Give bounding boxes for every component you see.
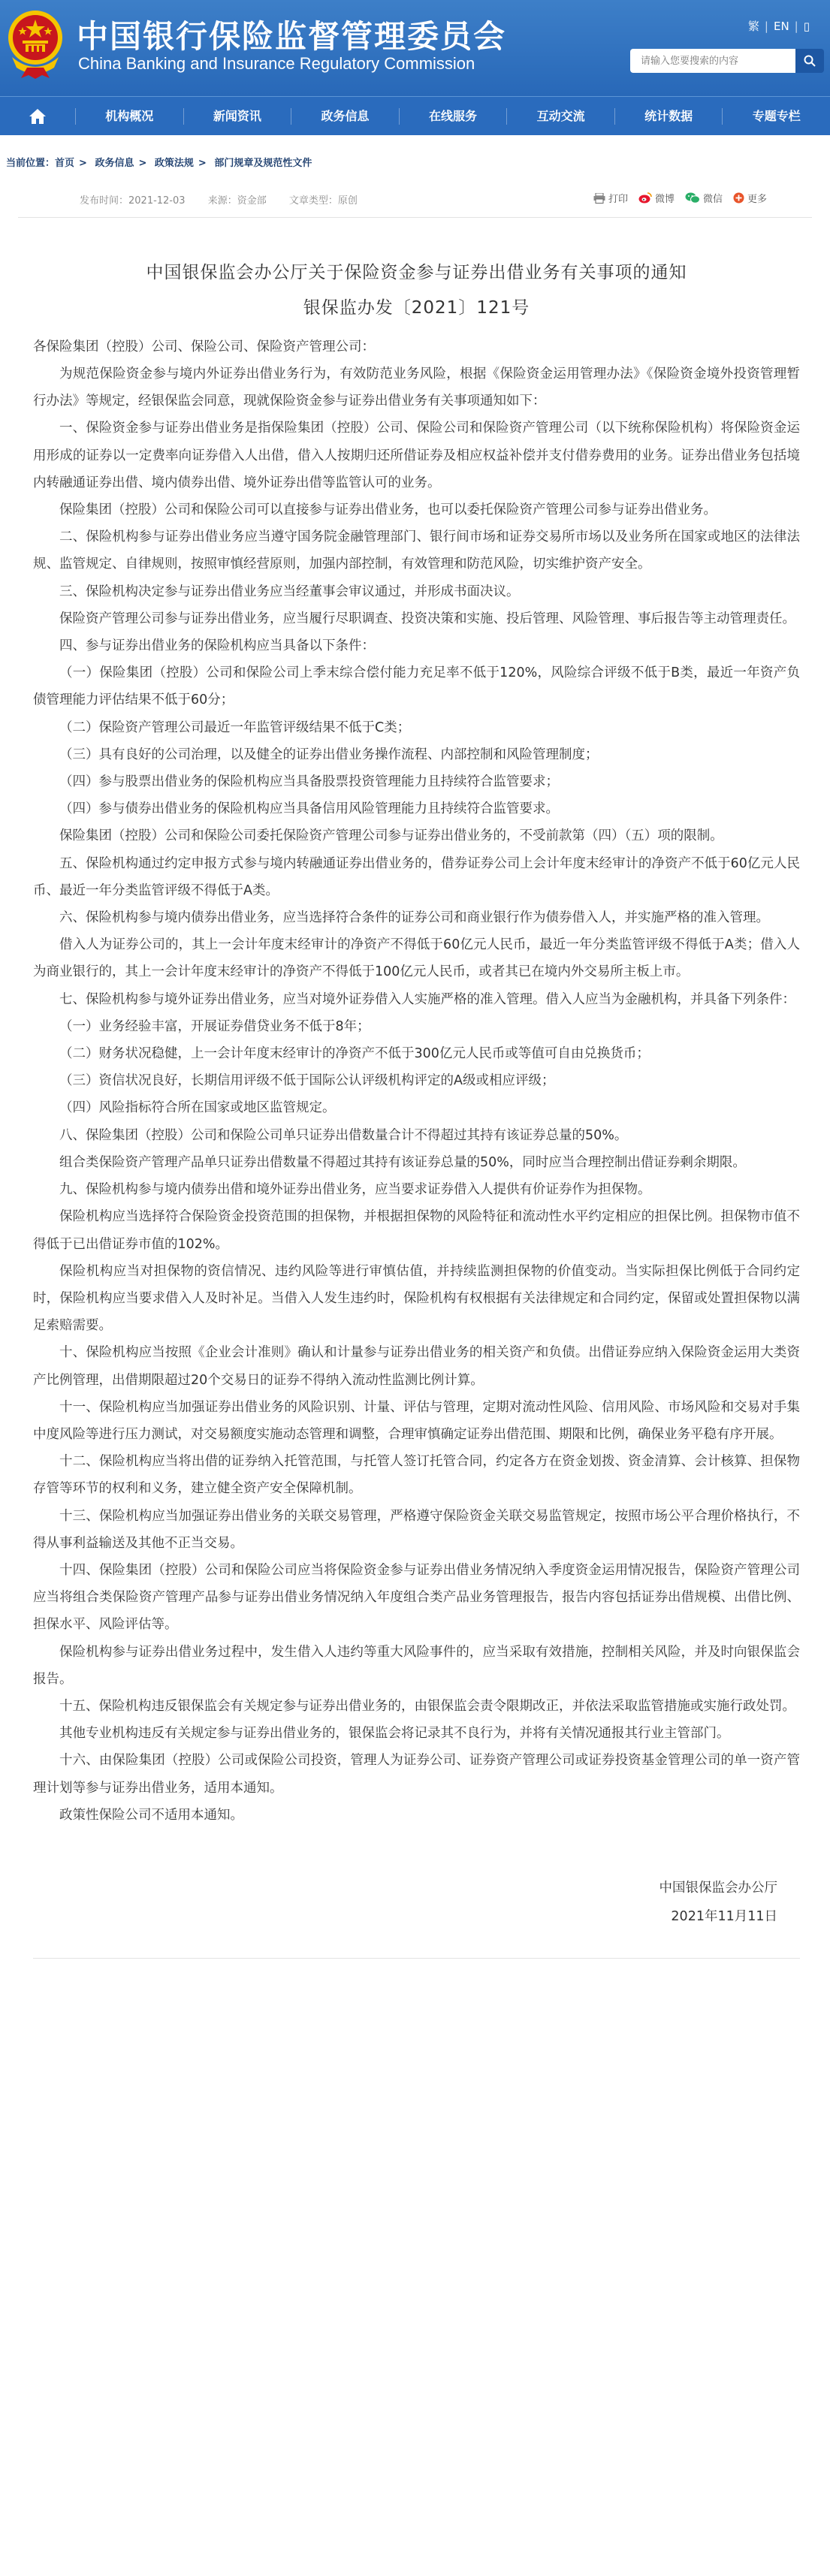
breadcrumb-item[interactable]: 政策法规 [154, 158, 194, 169]
document-paragraph: 六、保险机构参与境内债券出借业务，应当选择符合条件的证券公司和商业银行作为债券借入人，并实施严格的准入管理。 [59, 910, 769, 926]
article-type: 文章类型：原创 [288, 195, 358, 207]
document-paragraph: 九、保险机构参与境内债券出借和境外证券出借业务，应当要求证券借入人提供有价证券作为担保物。 [59, 1182, 651, 1198]
lang-english-link[interactable]: EN [773, 20, 789, 33]
document-paragraph: （二）财务状况稳健，上一会计年度末经审计的净资产不低于300亿元人民币或等值可自由兑换货币； [59, 1046, 650, 1062]
nav-item-government-info[interactable]: 政务信息 [291, 108, 399, 125]
nav-item-statistics[interactable]: 统计数据 [614, 108, 723, 125]
more-label: 更多 [747, 194, 767, 205]
weibo-share-button[interactable] [638, 191, 675, 205]
weibo-label: 微博 [654, 194, 675, 205]
document-paragraph: 十四、保险集团（控股）公司和保险公司应当将保险资金参与证券出借业务情况纳入季度资金运用情况报告，保险资产管理公司应当将组合类保险资产管理产品参与证券出借业务情况纳入年度组合类产品业务管理报告，报告内容包括证券出借规模、出借比例、担保水平、风险评估等。 [33, 1562, 800, 1633]
breadcrumb-separator: > [198, 158, 207, 169]
lang-traditional-link[interactable]: 繁 [747, 20, 759, 33]
wechat-label: 微信 [702, 194, 723, 205]
article-meta-info [80, 192, 377, 207]
nav-item-news[interactable]: 新闻资讯 [183, 108, 291, 125]
breadcrumb-item[interactable]: 部门规章及规范性文件 [214, 158, 312, 169]
weibo-icon [638, 192, 652, 204]
lang-divider: | [764, 20, 768, 33]
mobile-icon[interactable]: ▯ [803, 20, 810, 33]
document-paragraph: （四）参与股票出借业务的保险机构应当具备股票投资管理能力且持续符合监管要求； [59, 774, 559, 790]
national-emblem-icon[interactable] [5, 5, 66, 80]
document-paragraph: 十、保险机构应当按照《企业会计准则》确认和计量参与证券出借业务的相关资产和负债。出借证券应纳入保险资金运用大类资产比例管理，出借期限超过20个交易日的证券不得纳入流动性监测比例计算。 [33, 1345, 800, 1388]
article-meta [18, 182, 812, 218]
search-button[interactable] [795, 49, 824, 73]
article-source: 来源：资金部 [207, 195, 267, 207]
nav-item-online-services[interactable]: 在线服务 [399, 108, 507, 125]
breadcrumb-item[interactable]: 政务信息 [95, 158, 134, 169]
document-salutation: 各保险集团（控股）公司、保险公司、保险资产管理公司： [33, 339, 375, 354]
document-paragraph: 十一、保险机构应当加强证券出借业务的风险识别、计量、评估与管理，定期对流动性风险、信用风险、市场风险和交易对手集中度风险等进行压力测试，对交易额度实施动态管理和调整，合理审慎确定证券出借范围、期限和比例，确保业务平稳有序开展。 [33, 1399, 800, 1442]
site-title-cn[interactable]: 中国银行保险监督管理委员会 [77, 18, 507, 55]
document-paragraph: 保险集团（控股）公司和保险公司委托保险资产管理公司参与证券出借业务的，不受前款第（四）（五）项的限制。 [59, 828, 723, 844]
nav-item-interaction[interactable]: 互动交流 [506, 108, 614, 125]
wechat-icon [685, 192, 700, 204]
more-share-icon [733, 192, 744, 204]
document-paragraph: 保险机构参与证券出借业务过程中，发生借入人违约等重大风险事件的，应当采取有效措施，控制相关风险，并及时向银保监会报告。 [33, 1644, 800, 1687]
document-paragraph: 为规范保险资金参与境内外证券出借业务行为，有效防范业务风险，根据《保险资金运用管理办法》《保险资金境外投资管理暂行办法》等规定，经银保监会同意，现就保险资金参与证券出借业务有关事项通知如下： [33, 366, 800, 409]
document-paragraph: （三）具有良好的公司治理，以及健全的证券出借业务操作流程、内部控制和风险管理制度； [59, 747, 599, 762]
printer-icon [593, 193, 605, 204]
document-paragraph: 保险机构应当对担保物的资信情况、违约风险等进行审慎估值，并持续监测担保物的价值变动。当实际担保比例低于合同约定时，保险机构应当要求借入人及时补足。当借入人发生违约时，保险机构有权根据有关法律规定和合同约定，保留或处置担保物以满足索赔需要。 [33, 1263, 800, 1334]
article-container [0, 258, 830, 1959]
document-body [33, 360, 800, 1829]
lang-divider: | [794, 20, 798, 33]
breadcrumb-item: 当前位置：首页 [6, 158, 75, 169]
document-paragraph: 保险机构应当选择符合保险资金投资范围的担保物，并根据担保物的风险特征和流动性水平约定相应的担保比例。担保物市值不得低于已出借证券市值的102%。 [33, 1209, 800, 1252]
breadcrumb-separator: > [79, 158, 87, 169]
document-paragraph: （四）风险指标符合所在国家或地区监管规定。 [59, 1100, 336, 1116]
search-input[interactable] [630, 49, 795, 73]
document-paragraph: 五、保险机构通过约定申报方式参与境内转融通证券出借业务的，借券证券公司上会计年度末经审计的净资产不低于60亿元人民币、最近一年分类监管评级不得低于A类。 [33, 855, 800, 898]
document-paragraph: 二、保险机构参与证券出借业务应当遵守国务院金融管理部门、银行间市场和证券交易所市场以及业务所在国家或地区的法律法规、监管规定、自律规则，按照审慎经营原则，加强内部控制，有效管理和防范风险，切实维护资产安全。 [33, 529, 800, 572]
issuer: 中国银保监会办公厅 [659, 1880, 777, 1896]
site-header [0, 0, 830, 96]
document-paragraph: 七、保险机构参与境外证券出借业务，应当对境外证券借入人实施严格的准入管理。借入人应当为金融机构，并具备下列条件： [59, 991, 795, 1007]
share-tools [593, 191, 767, 205]
nav-item-about[interactable]: 机构概况 [75, 108, 183, 125]
site-title-en: China Banking and Insurance Regulatory Commission [78, 54, 475, 73]
search-icon [804, 55, 816, 67]
document-number: 银保监办发〔2021〕121号 [303, 298, 530, 318]
document-paragraph: 四、参与证券出借业务的保险机构应当具备以下条件： [59, 638, 375, 654]
document-paragraph: 八、保险集团（控股）公司和保险公司单只证券出借数量合计不得超过其持有该证券总量的50%。 [59, 1127, 628, 1143]
document-paragraph: 借入人为证券公司的，其上一会计年度末经审计的净资产不得低于60亿元人民币，最近一年分类监管评级不得低于A类；借入人为商业银行的，其上一会计年度末经审计的净资产不得低于100亿元人民币，或者其已在境内外交易所主板上市。 [33, 937, 800, 980]
document-title: 中国银保监会办公厅关于保险资金参与证券出借业务有关事项的通知 [146, 263, 687, 282]
document-signature [33, 1874, 800, 1931]
document-paragraph: 十三、保险机构应当加强证券出借业务的关联交易管理，严格遵守保险资金关联交易监管规定，按照市场公平合理价格执行，不得从事利益输送及其他不正当交易。 [33, 1508, 800, 1551]
document-paragraph: 保险资产管理公司参与证券出借业务，应当履行尽职调查、投资决策和实施、投后管理、风险管理、事后报告等主动管理责任。 [59, 611, 795, 626]
nav-home[interactable] [0, 108, 75, 125]
breadcrumb-separator: > [138, 158, 147, 169]
issue-date: 2021年11月11日 [671, 1908, 777, 1924]
document-paragraph: 十六、由保险集团（控股）公司或保险公司投资，管理人为证券公司、证券资产管理公司或证券投资基金管理公司的单一资产管理计划等参与证券出借业务，适用本通知。 [33, 1753, 800, 1796]
nav-item-special-topics[interactable]: 专题专栏 [722, 108, 830, 125]
document-paragraph: 其他专业机构违反有关规定参与证券出借业务的，银保监会将记录其不良行为，并将有关情况通报其行业主管部门。 [59, 1726, 730, 1742]
document-paragraph: （一）业务经验丰富，开展证券借贷业务不低于8年； [59, 1018, 370, 1034]
document-paragraph: 保险集团（控股）公司和保险公司可以直接参与证券出借业务，也可以委托保险资产管理公司参与证券出借业务。 [59, 502, 717, 518]
wechat-share-button[interactable] [685, 191, 723, 205]
document-paragraph: 十二、保险机构应当将出借的证券纳入托管范围，与托管人签订托管合同，约定各方在资金划拨、资金清算、会计核算、担保物存管等环节的权利和义务，建立健全资产安全保障机制。 [33, 1454, 800, 1497]
document-paragraph: 政策性保险公司不适用本通知。 [59, 1807, 243, 1823]
document-paragraph: 一、保险资金参与证券出借业务是指保险集团（控股）公司、保险公司和保险资产管理公司（以下统称保险机构）将保险资金运用形成的证券以一定费率向证券借入人出借，借入人按期归还所借证券及相应权益补偿并支付借券费用的业务。证券出借业务包括境内转融通证券出借、境内债券出借、境外证券出借等监管认可的业务。 [33, 421, 800, 490]
document-paragraph: 十五、保险机构违反银保监会有关规定参与证券出借业务的，由银保监会责令限期改正，并依法采取监管措施或实施行政处罚。 [59, 1698, 795, 1714]
document-paragraph: 组合类保险资产管理产品单只证券出借数量不得超过其持有该证券总量的50%，同时应当合理控制出借证券剩余期限。 [59, 1154, 746, 1170]
document-paragraph: 三、保险机构决定参与证券出借业务应当经董事会审议通过，并形成书面决议。 [59, 584, 520, 599]
print-button[interactable] [593, 191, 628, 205]
document-paragraph: （四）参与债券出借业务的保险机构应当具备信用风险管理能力且持续符合监管要求。 [59, 801, 559, 817]
print-label: 打印 [608, 194, 628, 205]
footer-divider [33, 1958, 800, 1959]
language-switcher [743, 18, 815, 34]
document-paragraph: （二）保险资产管理公司最近一年监管评级结果不低于C类； [59, 719, 411, 735]
more-share-button[interactable] [733, 191, 767, 205]
publish-date: 发布时间：2021-12-03 [80, 195, 186, 207]
main-nav [0, 96, 830, 135]
breadcrumb [0, 135, 830, 182]
document-paragraph: （一）保险集团（控股）公司和保险公司上季末综合偿付能力充足率不低于120%，风险综合评级不低于B类，最近一年资产负债管理能力评估结果不低于60分； [33, 665, 800, 708]
document-paragraph: （三）资信状况良好，长期信用评级不低于国际公认评级机构评定的A级或相应评级； [59, 1073, 555, 1089]
home-icon [29, 108, 47, 125]
